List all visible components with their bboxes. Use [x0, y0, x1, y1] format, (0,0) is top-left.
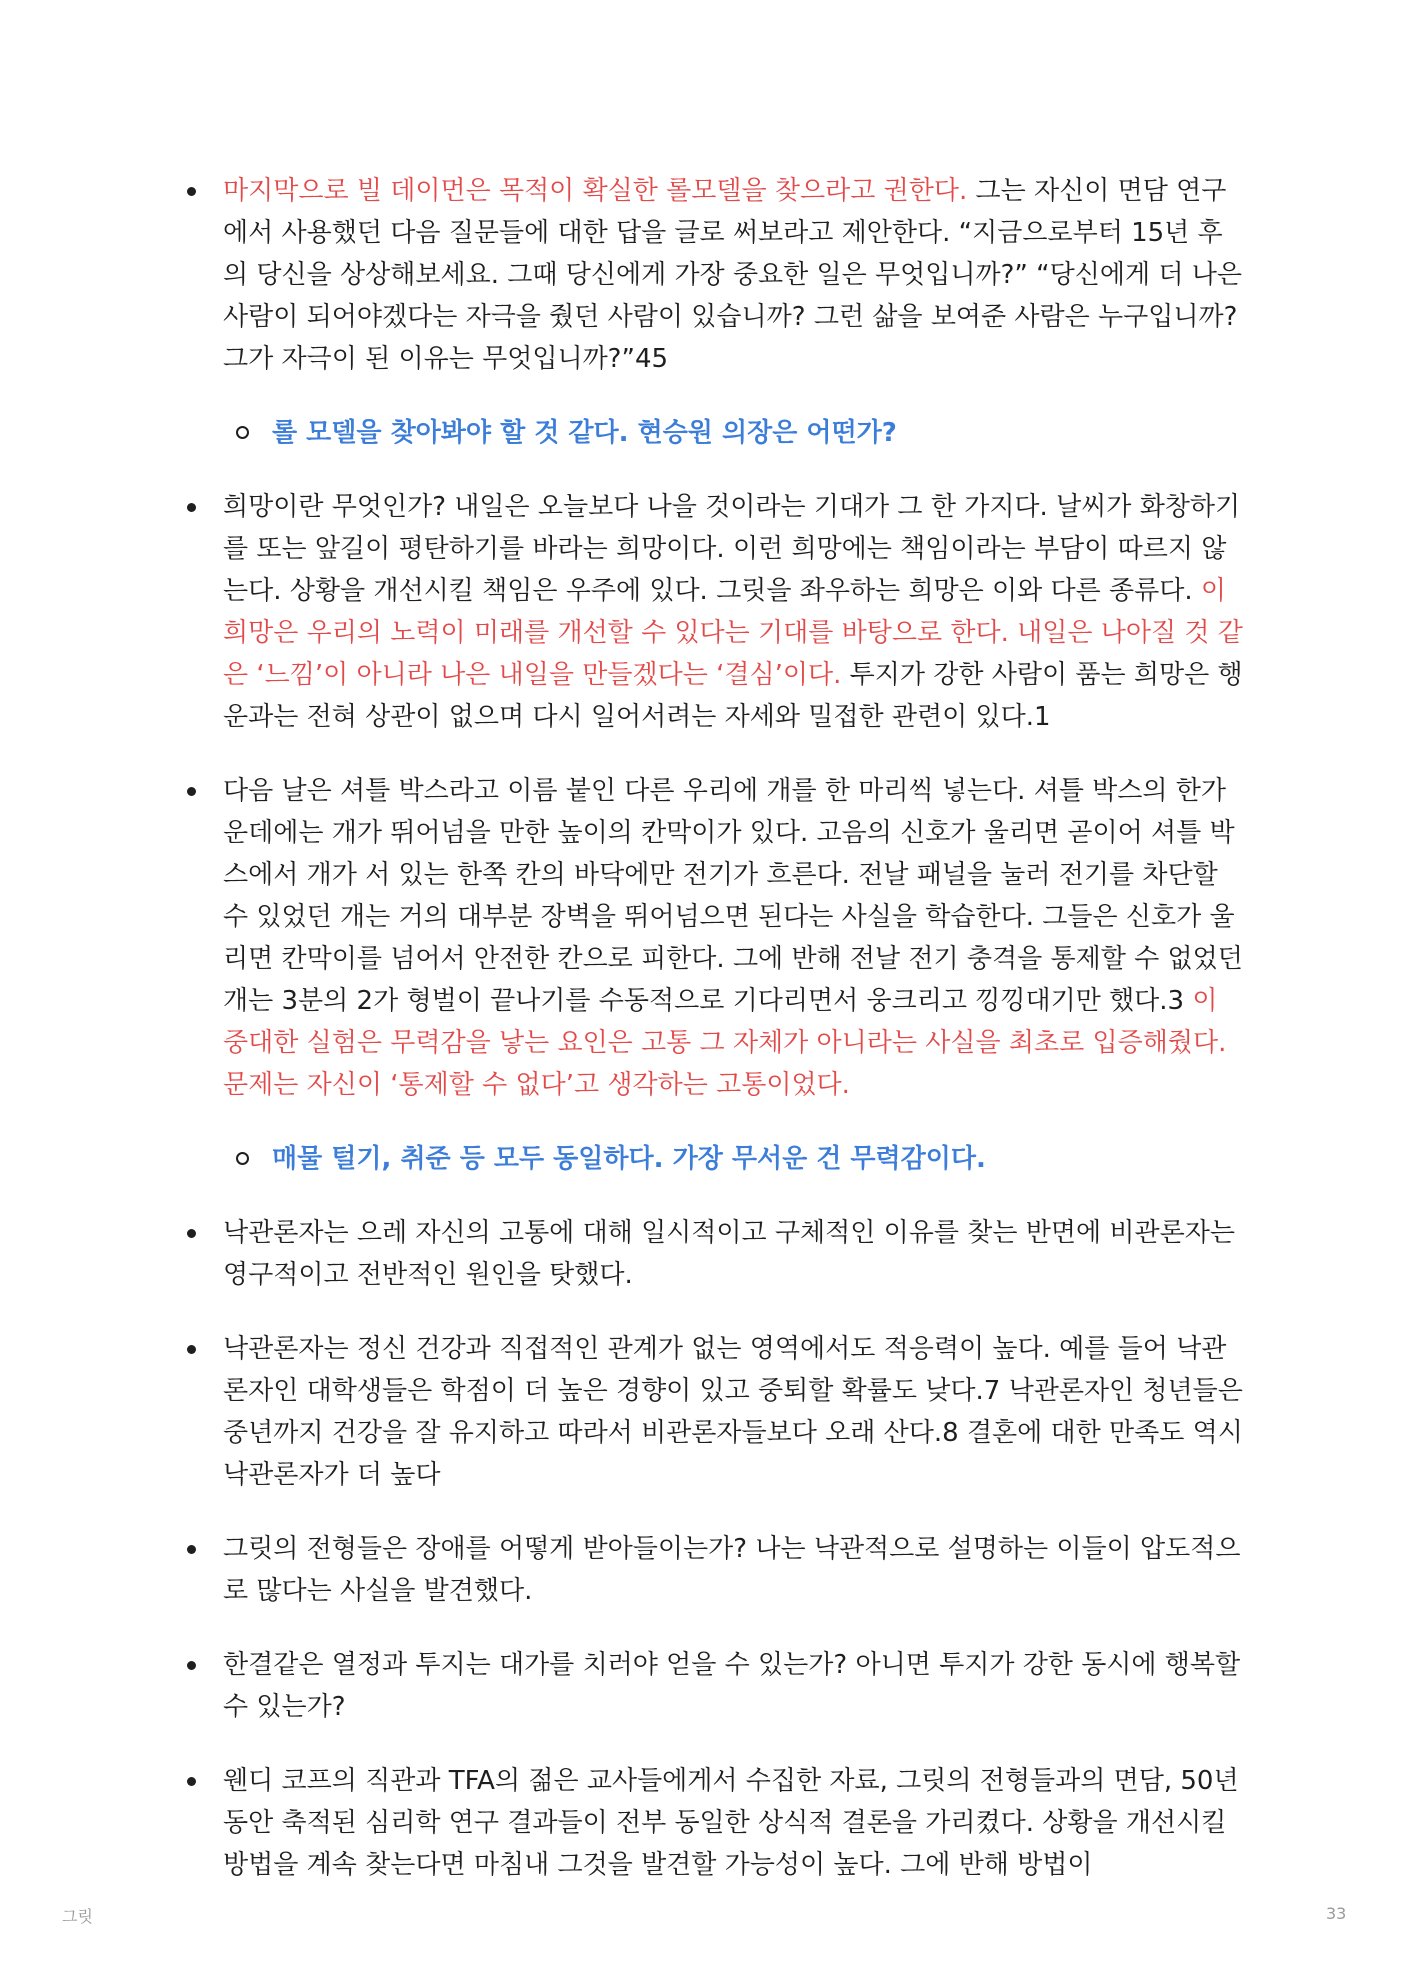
- bullet-icon: [187, 1777, 196, 1786]
- paragraph: 웬디 코프의 직관과 TFA의 젊은 교사들에게서 수집한 자료, 그릿의 전형들과의 면담, 50년 동안 축적된 심리학 연구 결과들이 전부 동일한 상식적 결론을 가리켰다. 상황을 개선시킬 방법을 계속 찾는다면 마침내 그것을 발견할 가능성이 높다. 그에 반해 방법이: [223, 1766, 1239, 1880]
- paragraph: [223, 770, 1243, 1106]
- bullet-icon: [187, 787, 196, 796]
- note-text: 매물 털기, 취준 등 모두 동일하다. 가장 무서운 건 무력감이다.: [272, 1144, 986, 1174]
- list-item: [0, 170, 1404, 380]
- bullet-icon: [187, 187, 196, 196]
- bullet-icon: [187, 503, 196, 512]
- bullet-icon: [187, 1545, 196, 1554]
- hollow-bullet-icon: [236, 426, 249, 439]
- footer-book-title: 그릿: [62, 1907, 93, 1926]
- note-text: 롤 모델을 찾아봐야 할 것 같다. 현승원 의장은 어떤가?: [272, 418, 897, 448]
- list-item: [0, 770, 1404, 1106]
- list-item: [0, 1528, 1404, 1612]
- body-text: 투지가 강한 사람이 품는 희망은 행운과는 전혀 상관이 없으며 다시 일어서려는 자세와 밀접한 관련이 있다.1: [223, 660, 1243, 732]
- page-number: 33: [1326, 1904, 1347, 1923]
- sub-list-item: [0, 412, 1404, 454]
- body-text: 희망이란 무엇인가? 내일은 오늘보다 나을 것이라는 기대가 그 한 가지다. 날씨가 화창하기를 또는 앞길이 평탄하기를 바라는 희망이다. 이런 희망에는 책임이라는 부담이 따르지 않는다. 상황을 개선시킬 책임은 우주에 있다. 그릿을 좌우하는 희망은 이와 다른 종류다.: [223, 492, 1241, 606]
- paragraph: 한결같은 열정과 투지는 대가를 치러야 얻을 수 있는가? 아니면 투지가 강한 동시에 행복할 수 있는가?: [223, 1650, 1241, 1722]
- paragraph: [223, 170, 1243, 380]
- highlighted-text: 마지막으로 빌 데이먼은 목적이 확실한 롤모델을 찾으라고 권한다.: [223, 176, 968, 206]
- body-text: 그는 자신이 면담 연구에서 사용했던 다음 질문들에 대한 답을 글로 써보라고 제안한다. “지금으로부터 15년 후의 당신을 상상해보세요. 그때 당신에게 가장 중요한 일은 무엇입니까?” “당신에게 더 나은 사람이 되어야겠다는 자극을 줬던 사람이 있습니까? 그런 삶을 보여준 사람은 누구입니까? 그가 자극이 된 이유는 무엇입니까?”45: [223, 176, 1242, 374]
- paragraph: 그릿의 전형들은 장애를 어떻게 받아들이는가? 나는 낙관적으로 설명하는 이들이 압도적으로 많다는 사실을 발견했다.: [223, 1534, 1241, 1606]
- body-text: 다음 날은 셔틀 박스라고 이름 붙인 다른 우리에 개를 한 마리씩 넣는다. 셔틀 박스의 한가운데에는 개가 뛰어넘을 만한 높이의 칸막이가 있다. 고음의 신호가 울리면 곧이어 셔틀 박스에서 개가 서 있는 한쪽 칸의 바닥에만 전기가 흐른다. 전날 패널을 눌러 전기를 차단할 수 있었던 개는 거의 대부분 장벽을 뛰어넘으면 된다는 사실을 학습한다. 그들은 신호가 울리면 칸막이를 넘어서 안전한 칸으로 피한다. 그에 반해 전날 전기 충격을 통제할 수 없었던 개는 3분의 2가 형벌이 끝나기를 수동적으로 기다리면서 웅크리고 낑낑대기만 했다.3: [223, 776, 1243, 1016]
- bullet-icon: [187, 1229, 196, 1238]
- list-item: [0, 1212, 1404, 1296]
- list-item: [0, 1328, 1404, 1496]
- hollow-bullet-icon: [236, 1152, 249, 1165]
- list-item: [0, 486, 1404, 738]
- highlighted-text: 이 희망은 우리의 노력이 미래를 개선할 수 있다는 기대를 바탕으로 한다. 내일은 나아질 것 같은 ‘느낌’이 아니라 나은 내일을 만들겠다는 ‘결심’이다.: [223, 576, 1243, 690]
- paragraph: 낙관론자는 정신 건강과 직접적인 관계가 없는 영역에서도 적응력이 높다. 예를 들어 낙관론자인 대학생들은 학점이 더 높은 경향이 있고 중퇴할 확률도 낮다.7 낙관론자인 청년들은 중년까지 건강을 잘 유지하고 따라서 비관론자들보다 오래 산다.8 결혼에 대한 만족도 역시 낙관론자가 더 높다: [223, 1334, 1243, 1490]
- bullet-icon: [187, 1661, 196, 1670]
- highlighted-text: 이 중대한 실험은 무력감을 낳는 요인은 고통 그 자체가 아니라는 사실을 최초로 입증해줬다. 문제는 자신이 ‘통제할 수 없다’고 생각하는 고통이었다.: [223, 986, 1227, 1100]
- sub-list-item: [0, 1138, 1404, 1180]
- list-item: [0, 1644, 1404, 1728]
- document-body: [0, 170, 1404, 1918]
- list-item: [0, 1760, 1404, 1886]
- paragraph: 낙관론자는 으레 자신의 고통에 대해 일시적이고 구체적인 이유를 찾는 반면에 비관론자는 영구적이고 전반적인 원인을 탓했다.: [223, 1218, 1235, 1290]
- bullet-icon: [187, 1345, 196, 1354]
- paragraph: [223, 486, 1243, 738]
